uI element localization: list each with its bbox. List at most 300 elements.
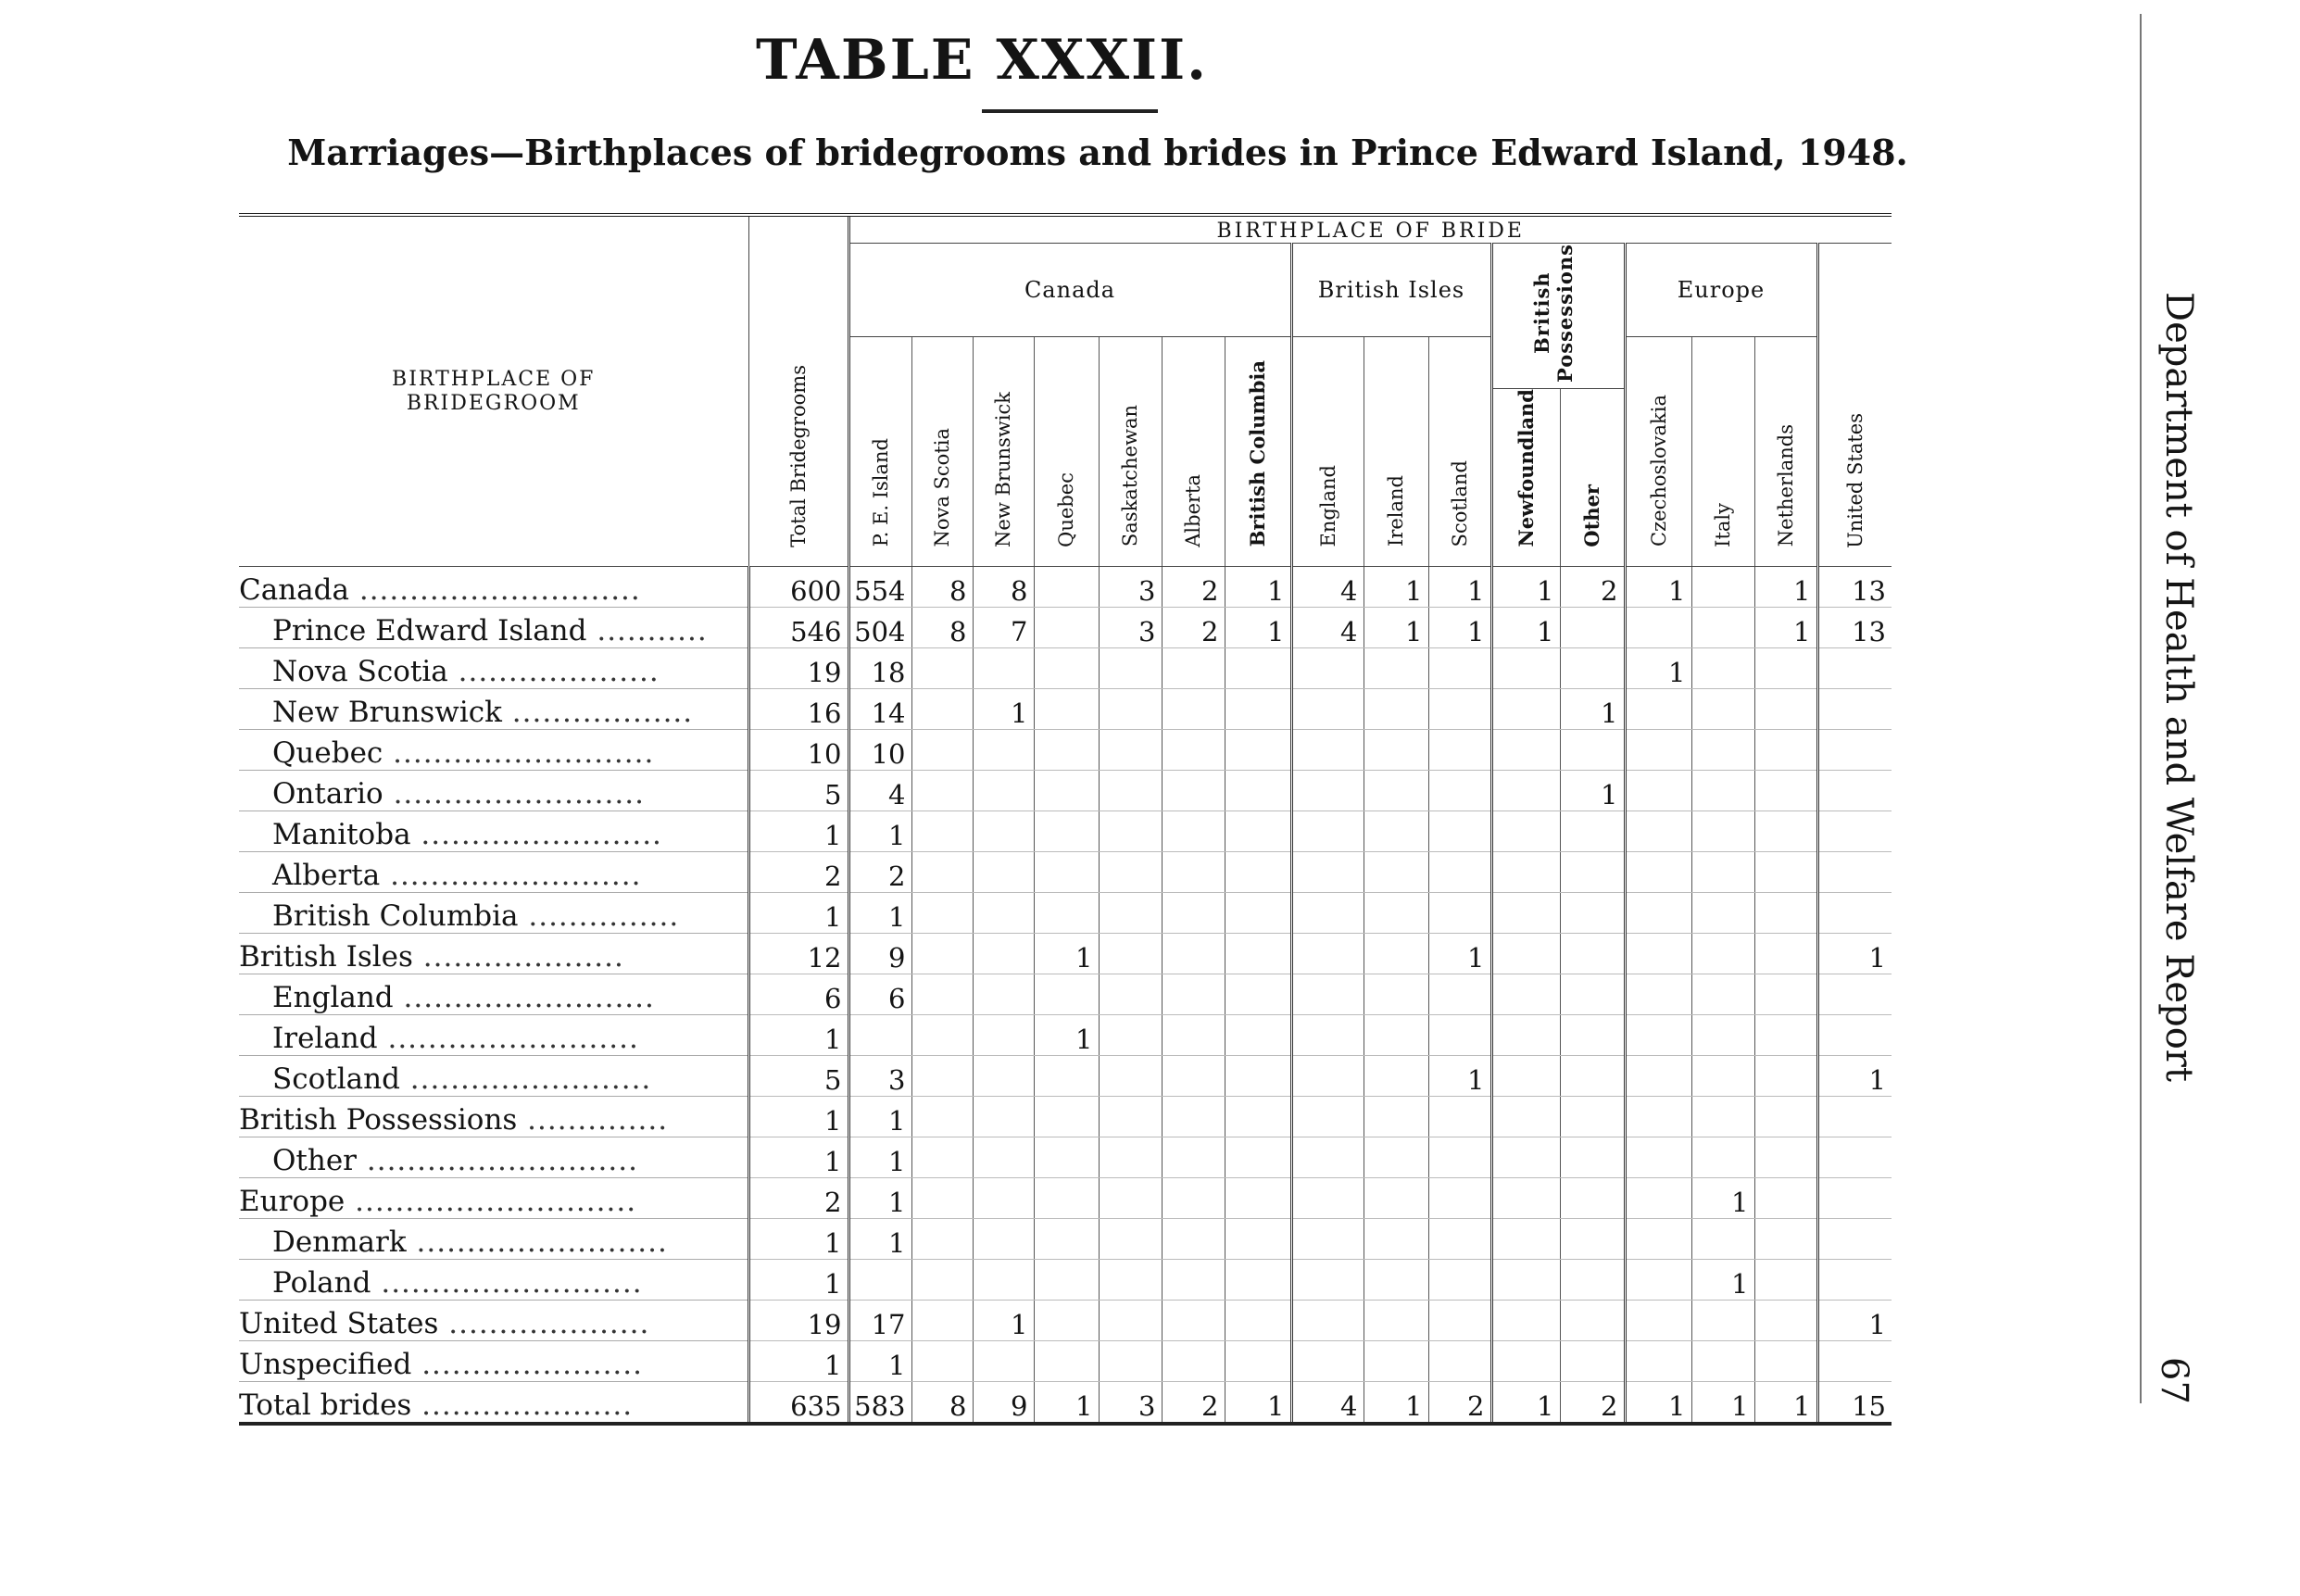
table-cell <box>911 811 973 852</box>
row-label-text: New Brunswick <box>272 696 502 730</box>
table-cell <box>1428 893 1491 934</box>
row-label <box>239 1137 748 1178</box>
page-title: TABLE XXXII. <box>755 28 1209 93</box>
table-cell <box>1560 852 1625 893</box>
table-cell <box>1560 811 1625 852</box>
table-cell <box>1162 1301 1225 1341</box>
row-label <box>239 1178 748 1219</box>
table-cell: 9 <box>848 934 911 974</box>
table-cell <box>1162 730 1225 771</box>
table-cell <box>1625 811 1691 852</box>
row-label-text: Unspecified <box>239 1348 412 1382</box>
leader-dots: .................... <box>412 940 624 974</box>
table-cell <box>1225 811 1291 852</box>
table-cell <box>1691 1097 1754 1137</box>
table-cell <box>1428 689 1491 730</box>
table-cell <box>1491 1260 1560 1301</box>
row-label-text: Other <box>272 1144 358 1178</box>
table-cell: 1 <box>1754 1382 1817 1425</box>
row-label-text: Canada <box>239 573 349 608</box>
table-cell <box>911 1301 973 1341</box>
leader-dots: ...................... <box>411 1348 643 1382</box>
table-cell <box>1364 1015 1428 1056</box>
table-cell <box>1691 771 1754 811</box>
table-cell <box>1817 1137 1892 1178</box>
row-label <box>239 934 748 974</box>
row-label-text: Alberta <box>272 859 381 893</box>
table-cell <box>1817 648 1892 689</box>
table-cell: 2 <box>1162 567 1225 608</box>
table-cell: 1 <box>1817 934 1892 974</box>
row-label <box>239 567 748 608</box>
table-cell <box>1491 1341 1560 1382</box>
row-label <box>239 893 748 934</box>
table-cell <box>1364 934 1428 974</box>
table-cell <box>1491 1137 1560 1178</box>
row-label-text: Nova Scotia <box>272 655 448 689</box>
table-row <box>239 1097 1892 1137</box>
row-label <box>239 1015 748 1056</box>
table-cell <box>1625 1260 1691 1301</box>
col-header-scotland <box>1428 337 1491 567</box>
table-cell <box>1428 1178 1491 1219</box>
table-cell <box>1162 1219 1225 1260</box>
table-cell <box>1754 893 1817 934</box>
table-cell: 19 <box>748 648 848 689</box>
table-row <box>239 893 1892 934</box>
table-cell <box>973 1097 1034 1137</box>
row-label-text: British Possessions <box>239 1103 518 1137</box>
table-cell <box>1034 1097 1099 1137</box>
leader-dots: ............................ <box>348 573 641 608</box>
table-cell <box>1691 1219 1754 1260</box>
table-cell: 600 <box>748 567 848 608</box>
leader-dots: ........... <box>586 614 708 648</box>
table-cell <box>848 1015 911 1056</box>
table-row <box>239 1137 1892 1178</box>
col-header-england <box>1291 337 1364 567</box>
table-cell <box>1225 1137 1291 1178</box>
table-cell <box>1491 1178 1560 1219</box>
table-cell <box>1691 893 1754 934</box>
col-header-label: Saskatchewan <box>1119 405 1141 547</box>
table-cell <box>1428 1015 1491 1056</box>
table-cell <box>973 974 1034 1015</box>
table-cell <box>1817 689 1892 730</box>
table-cell: 13 <box>1817 608 1892 648</box>
table-cell: 1 <box>848 893 911 934</box>
table-cell <box>1291 1015 1364 1056</box>
col-header-label: P. E. Island <box>869 438 892 547</box>
bride-header: BIRTHPLACE OF BRIDE <box>848 217 1892 244</box>
group-canada: Canada <box>848 244 1291 337</box>
table-cell <box>1099 893 1162 934</box>
table-cell: 1 <box>748 1015 848 1056</box>
table-cell <box>1225 1056 1291 1097</box>
col-header-p-e-island <box>848 337 911 567</box>
table-cell <box>1817 811 1892 852</box>
table-cell: 1 <box>1034 1382 1099 1425</box>
table-cell <box>1491 1301 1560 1341</box>
table-cell <box>1691 1301 1754 1341</box>
table-cell <box>1817 1015 1892 1056</box>
table-cell: 2 <box>848 852 911 893</box>
col-header-netherlands <box>1754 337 1817 567</box>
row-label-text: England <box>272 981 394 1015</box>
table-cell <box>1625 852 1691 893</box>
table-cell <box>1754 1341 1817 1382</box>
table-cell <box>1817 1097 1892 1137</box>
leader-dots: ......................... <box>393 981 655 1015</box>
table-cell <box>973 730 1034 771</box>
col-header-label: Scotland <box>1448 460 1471 547</box>
table-cell <box>973 811 1034 852</box>
table-cell <box>1034 1260 1099 1301</box>
table-cell: 1 <box>848 811 911 852</box>
table-cell <box>1225 934 1291 974</box>
table-cell: 1 <box>1691 1260 1754 1301</box>
table-cell <box>1099 974 1162 1015</box>
table-cell: 1 <box>1817 1301 1892 1341</box>
table-row <box>239 1382 1892 1425</box>
table-cell <box>1491 974 1560 1015</box>
table-cell <box>911 1178 973 1219</box>
table-cell: 2 <box>748 852 848 893</box>
table-cell: 1 <box>1364 608 1428 648</box>
table-cell <box>1034 1178 1099 1219</box>
table-cell: 8 <box>911 1382 973 1425</box>
table-cell <box>1099 1097 1162 1137</box>
table-cell <box>1099 689 1162 730</box>
table-cell <box>1754 1219 1817 1260</box>
table-cell <box>1691 811 1754 852</box>
table-cell <box>1364 730 1428 771</box>
table-cell <box>1625 1301 1691 1341</box>
table-cell <box>1625 689 1691 730</box>
leader-dots: ............................ <box>345 1185 637 1219</box>
table-cell <box>1625 608 1691 648</box>
table-cell: 1 <box>1754 608 1817 648</box>
table-cell: 2 <box>1162 1382 1225 1425</box>
table-cell <box>1099 771 1162 811</box>
table-cell <box>1754 648 1817 689</box>
table-cell <box>1162 771 1225 811</box>
table-cell <box>1225 1260 1291 1301</box>
table-cell: 546 <box>748 608 848 648</box>
col-header-label: Netherlands <box>1774 424 1797 547</box>
table-row <box>239 648 1892 689</box>
leader-dots: .................. <box>501 696 694 730</box>
leader-dots: .................... <box>438 1307 650 1341</box>
table-cell <box>1491 771 1560 811</box>
row-label <box>239 852 748 893</box>
table-cell <box>1691 730 1754 771</box>
table-cell <box>1817 771 1892 811</box>
table-cell <box>1754 1097 1817 1137</box>
table-cell: 1 <box>748 1097 848 1137</box>
table-cell <box>973 852 1034 893</box>
table-cell <box>1428 648 1491 689</box>
group-europe: Europe <box>1625 244 1817 337</box>
col-header-czechoslovakia <box>1625 337 1691 567</box>
table-cell <box>1817 1178 1892 1219</box>
row-label <box>239 771 748 811</box>
table-cell <box>1754 811 1817 852</box>
table-cell: 504 <box>848 608 911 648</box>
table-cell <box>1225 648 1291 689</box>
table-cell <box>1625 1097 1691 1137</box>
col-header-other <box>1560 389 1625 567</box>
table-cell <box>1364 1219 1428 1260</box>
row-label-text: British Isles <box>239 940 413 974</box>
table-cell <box>1291 1097 1364 1137</box>
table-cell <box>1364 852 1428 893</box>
table-cell <box>1099 1341 1162 1382</box>
table-cell <box>1162 1260 1225 1301</box>
table-cell: 2 <box>748 1178 848 1219</box>
col-header-label: Italy <box>1712 502 1734 547</box>
table-cell <box>1364 1137 1428 1178</box>
table-cell: 1 <box>748 1219 848 1260</box>
table-row <box>239 1015 1892 1056</box>
col-header-british-columbia <box>1225 337 1291 567</box>
table-cell <box>1491 893 1560 934</box>
table-cell <box>1099 730 1162 771</box>
table-cell: 554 <box>848 567 911 608</box>
table-cell <box>1754 1301 1817 1341</box>
table-cell <box>1754 1260 1817 1301</box>
table-cell <box>1625 1137 1691 1178</box>
table-cell: 8 <box>973 567 1034 608</box>
table-cell <box>1162 1056 1225 1097</box>
table-cell <box>1491 648 1560 689</box>
table-cell: 1 <box>1691 1178 1754 1219</box>
table-row <box>239 1056 1892 1097</box>
table-cell <box>1162 974 1225 1015</box>
table-cell <box>1291 730 1364 771</box>
table-cell: 3 <box>1099 1382 1162 1425</box>
table-cell <box>1162 1097 1225 1137</box>
stub-header: BIRTHPLACE OF BRIDEGROOM <box>239 217 748 567</box>
table-cell <box>1162 893 1225 934</box>
table-cell: 1 <box>1625 648 1691 689</box>
table-cell: 3 <box>1099 567 1162 608</box>
table-cell: 2 <box>1428 1382 1491 1425</box>
table-cell: 19 <box>748 1301 848 1341</box>
table-cell: 1 <box>1364 567 1428 608</box>
table-cell <box>1625 934 1691 974</box>
table-row <box>239 1301 1892 1341</box>
table-cell: 2 <box>1560 567 1625 608</box>
table-cell <box>1099 1015 1162 1056</box>
leader-dots: ............... <box>518 899 680 934</box>
table-cell <box>1162 1137 1225 1178</box>
table-cell <box>1162 811 1225 852</box>
row-label-text: British Columbia <box>272 899 519 934</box>
table-cell <box>1691 934 1754 974</box>
table-cell: 4 <box>1291 608 1364 648</box>
leader-dots: ......................... <box>406 1225 668 1260</box>
table-cell: 1 <box>1625 1382 1691 1425</box>
row-label <box>239 730 748 771</box>
table-cell <box>1291 1260 1364 1301</box>
col-header-italy <box>1691 337 1754 567</box>
row-label-text: Scotland <box>272 1062 400 1097</box>
group-british-possessions: British Possessions <box>1491 244 1625 389</box>
table-cell: 7 <box>973 608 1034 648</box>
table-cell <box>1691 1056 1754 1097</box>
table-cell: 1 <box>1625 567 1691 608</box>
table-cell <box>1625 1015 1691 1056</box>
table-cell <box>911 893 973 934</box>
col-header-total-bridegrooms: Total Bridegrooms <box>748 217 848 567</box>
table-cell: 8 <box>911 608 973 648</box>
table-cell <box>1560 730 1625 771</box>
table-cell: 1 <box>1560 771 1625 811</box>
table-cell: 4 <box>1291 1382 1364 1425</box>
row-label <box>239 608 748 648</box>
table-cell <box>1691 567 1754 608</box>
col-header-alberta <box>1162 337 1225 567</box>
table-cell <box>911 771 973 811</box>
table-cell <box>911 1056 973 1097</box>
table-cell: 1 <box>1754 567 1817 608</box>
table-cell <box>911 1260 973 1301</box>
table-cell <box>1034 974 1099 1015</box>
title-underline <box>982 109 1158 113</box>
table-cell <box>1291 893 1364 934</box>
row-label-text: Ontario <box>272 777 383 811</box>
table-cell <box>1754 771 1817 811</box>
table-cell <box>1291 1137 1364 1178</box>
table-cell <box>1291 771 1364 811</box>
table-cell <box>1428 974 1491 1015</box>
table-cell <box>1428 1301 1491 1341</box>
row-label-text: Denmark <box>272 1225 407 1260</box>
table-cell <box>1225 974 1291 1015</box>
col-header-label: Quebec <box>1055 471 1077 547</box>
leader-dots: .......................... <box>371 1266 643 1301</box>
marriages-table <box>239 213 1892 1426</box>
table-cell <box>973 1341 1034 1382</box>
col-header-label: New Brunswick <box>992 391 1014 547</box>
table-cell: 1 <box>973 689 1034 730</box>
table-cell <box>1225 771 1291 811</box>
table-cell: 3 <box>848 1056 911 1097</box>
side-heading: Department of Health and Welfare Report <box>2157 292 2200 1082</box>
table-cell <box>1560 1015 1625 1056</box>
table-cell: 1 <box>1428 1056 1491 1097</box>
table-cell <box>1491 852 1560 893</box>
row-label <box>239 1097 748 1137</box>
table-cell <box>1225 1097 1291 1137</box>
table-cell: 1 <box>1034 934 1099 974</box>
table-cell <box>1691 608 1754 648</box>
row-label-text: Poland <box>272 1266 371 1301</box>
table-cell <box>1691 689 1754 730</box>
table-cell <box>1817 730 1892 771</box>
table-cell <box>1560 1056 1625 1097</box>
table-cell <box>1162 1341 1225 1382</box>
table-cell <box>1428 1219 1491 1260</box>
table-cell: 6 <box>848 974 911 1015</box>
col-header-label: Ireland <box>1385 475 1407 547</box>
table-cell: 8 <box>911 567 973 608</box>
table-cell: 18 <box>848 648 911 689</box>
table-cell <box>911 1097 973 1137</box>
table-cell <box>1099 1301 1162 1341</box>
table-cell: 1 <box>1034 1015 1099 1056</box>
table-cell: 10 <box>748 730 848 771</box>
table-cell <box>1099 1219 1162 1260</box>
table-row <box>239 567 1892 608</box>
table-cell <box>1034 1219 1099 1260</box>
col-header-label: Other <box>1580 484 1603 547</box>
table-cell <box>1364 974 1428 1015</box>
table-cell <box>1034 567 1099 608</box>
table-cell: 4 <box>848 771 911 811</box>
table-row <box>239 608 1892 648</box>
table-cell <box>1491 730 1560 771</box>
table-cell: 1 <box>848 1097 911 1137</box>
table-row <box>239 852 1892 893</box>
table-cell <box>1817 974 1892 1015</box>
table-cell <box>1625 1341 1691 1382</box>
table-cell: 1 <box>1364 1382 1428 1425</box>
table-cell <box>973 934 1034 974</box>
table-cell <box>1034 1137 1099 1178</box>
table-cell <box>1099 934 1162 974</box>
row-label <box>239 974 748 1015</box>
table-cell <box>1291 1219 1364 1260</box>
table-cell <box>1291 1341 1364 1382</box>
table-cell <box>1560 608 1625 648</box>
table-cell <box>1560 1301 1625 1341</box>
row-label <box>239 1219 748 1260</box>
table-cell <box>1162 934 1225 974</box>
table-cell <box>1625 893 1691 934</box>
table-cell <box>1364 771 1428 811</box>
col-header-nova-scotia <box>911 337 973 567</box>
table-cell <box>1491 934 1560 974</box>
table-cell: 1 <box>848 1178 911 1219</box>
table-cell <box>1034 689 1099 730</box>
table-cell: 3 <box>1099 608 1162 648</box>
table-cell: 1 <box>748 1341 848 1382</box>
table-cell: 14 <box>848 689 911 730</box>
table-cell: 1 <box>1225 608 1291 648</box>
table-cell <box>1364 1178 1428 1219</box>
table-cell <box>973 1056 1034 1097</box>
table-cell <box>1754 689 1817 730</box>
table-cell: 1 <box>848 1137 911 1178</box>
table-cell <box>1625 730 1691 771</box>
table-cell <box>1034 852 1099 893</box>
row-label <box>239 1301 748 1341</box>
table-cell <box>1491 689 1560 730</box>
table-cell <box>1364 893 1428 934</box>
table-cell: 1 <box>748 1260 848 1301</box>
col-header-label: British Columbia <box>1246 360 1269 547</box>
table-cell <box>1817 1260 1892 1301</box>
table-cell <box>1691 1341 1754 1382</box>
table-cell <box>1291 1178 1364 1219</box>
table-cell <box>1225 852 1291 893</box>
table-cell <box>1364 1260 1428 1301</box>
table-cell <box>1034 1341 1099 1382</box>
table-cell <box>1364 689 1428 730</box>
table-cell <box>1034 608 1099 648</box>
